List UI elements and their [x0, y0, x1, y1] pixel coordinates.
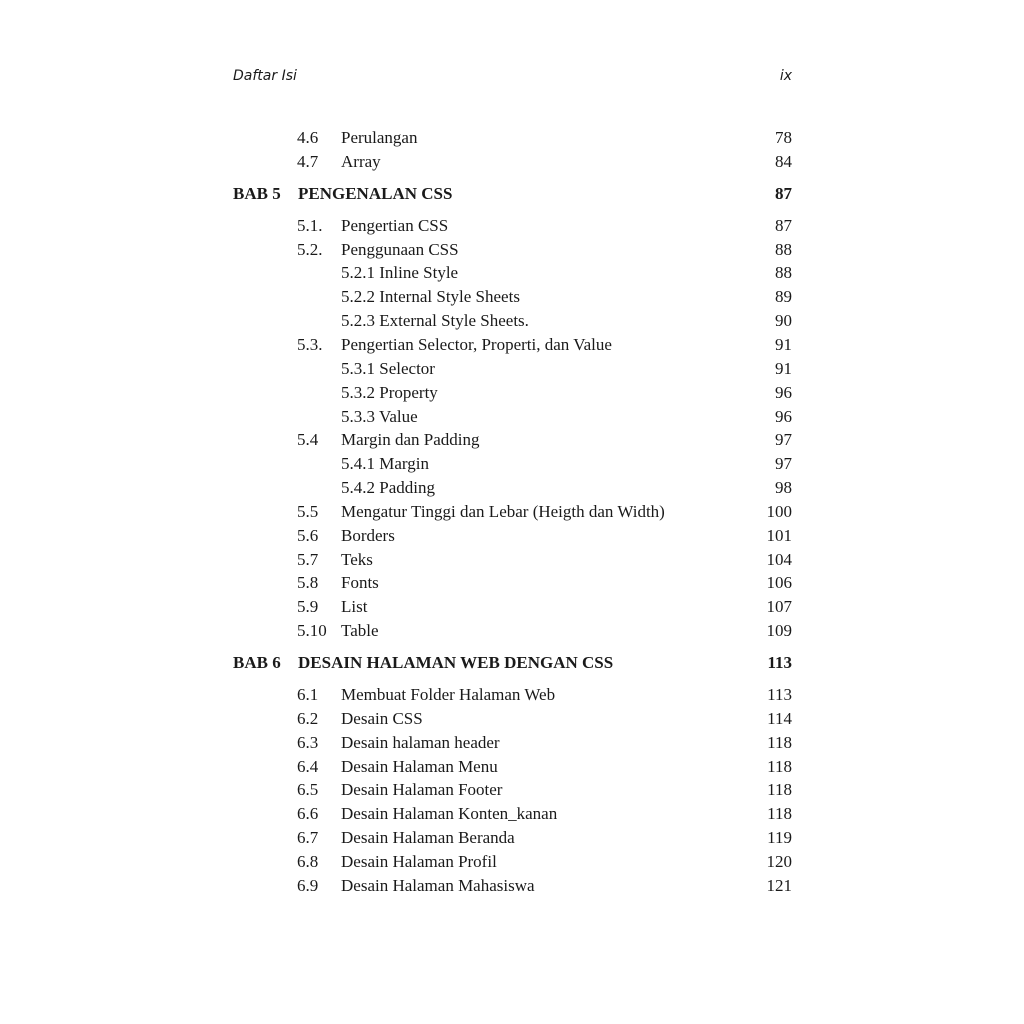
toc-entry — [0, 683, 1024, 707]
toc-entry-title: 5.2.3 External Style Sheets. — [341, 311, 529, 331]
toc-entry-number: 6.2 — [297, 708, 319, 728]
toc-entry-title: Desain Halaman Profil — [341, 851, 497, 871]
toc-entry-title: Array — [341, 151, 381, 171]
toc-entry — [0, 309, 1024, 333]
toc-entry-title: Teks — [341, 549, 373, 569]
toc-entry — [0, 571, 1024, 595]
toc-entry-number: 6.8 — [297, 851, 319, 871]
toc-entry — [0, 524, 1024, 548]
toc-entry — [0, 707, 1024, 731]
toc-entry-number: 6.3 — [297, 732, 319, 752]
toc-entry-page: 84 — [775, 151, 792, 171]
toc-entry — [0, 285, 1024, 309]
toc-entry-title: Mengatur Tinggi dan Lebar (Heigth dan Width) — [341, 501, 665, 521]
toc-entry-title: PENGENALAN CSS — [298, 183, 453, 203]
toc-entry-title: 5.3.3 Value — [341, 406, 418, 426]
toc-entry — [0, 778, 1024, 802]
toc-entry-page: 91 — [775, 358, 792, 378]
toc-entry-page: 91 — [775, 334, 792, 354]
toc-entry-page: 106 — [766, 573, 792, 593]
toc-entry — [0, 405, 1024, 429]
toc-entry-number: 5.9 — [297, 597, 319, 617]
toc-entry-number: 5.2. — [297, 239, 323, 259]
toc-entry-number: 4.7 — [297, 151, 319, 171]
toc-entry — [0, 755, 1024, 779]
toc-entry-title: Desain Halaman Footer — [341, 780, 503, 800]
toc-entry-page: 78 — [775, 128, 792, 147]
toc-entry-number: 6.5 — [297, 780, 319, 800]
toc-entry — [0, 595, 1024, 619]
toc-entry-page: 109 — [766, 621, 792, 641]
toc-entry-page: 88 — [775, 263, 792, 283]
toc-entry — [0, 428, 1024, 452]
toc-entry-page: 119 — [767, 828, 792, 848]
toc-entry-page: 87 — [775, 183, 792, 203]
toc-entry-title: Table — [341, 621, 379, 641]
toc-entry-page: 101 — [766, 525, 792, 545]
toc-entry — [0, 150, 1024, 174]
toc-entry-page: 97 — [775, 430, 792, 450]
toc-entry-page: 104 — [766, 549, 792, 569]
toc-entry-page: 118 — [767, 804, 792, 824]
toc-entry-page: 96 — [775, 382, 792, 402]
toc-entry-title: Desain Halaman Mahasiswa — [341, 875, 535, 895]
toc-entry-number: BAB 6 — [233, 653, 281, 672]
toc-entry — [0, 452, 1024, 476]
toc-entry-page: 114 — [767, 708, 792, 728]
toc-entry — [0, 126, 1024, 150]
toc-entry — [0, 214, 1024, 238]
toc-entry-number: 5.7 — [297, 549, 319, 569]
toc-entry — [0, 731, 1024, 755]
toc-entry-number: 6.9 — [297, 875, 319, 895]
toc-entry-page: 90 — [775, 311, 792, 331]
toc-entry — [0, 261, 1024, 285]
running-header-page-number: ix — [779, 68, 792, 84]
toc-entry-page: 87 — [775, 215, 792, 235]
toc-entry-title: Desain Halaman Menu — [341, 756, 498, 776]
running-header-title: Daftar Isi — [233, 68, 297, 84]
toc-entry-title: 5.4.2 Padding — [341, 478, 435, 498]
toc-entry — [0, 333, 1024, 357]
toc-entry-title: Membuat Folder Halaman Web — [341, 685, 556, 704]
toc-entry-title: Borders — [341, 525, 395, 545]
toc-entry-title: Desain Halaman Beranda — [341, 828, 515, 848]
toc-entry — [0, 357, 1024, 381]
toc-chapter-entry — [0, 651, 1024, 675]
toc-entry-number: BAB 5 — [233, 183, 281, 203]
toc-entry-title: Fonts — [341, 573, 379, 593]
toc-entry-title: Perulangan — [341, 128, 418, 147]
toc-entry-title: 5.3.1 Selector — [341, 358, 435, 378]
toc-entry-number: 5.3. — [297, 334, 323, 354]
toc-entry-title: Penggunaan CSS — [341, 239, 459, 259]
toc-entry — [0, 548, 1024, 572]
toc-entry — [0, 850, 1024, 874]
toc-entry-page: 96 — [775, 406, 792, 426]
toc-entry-title: DESAIN HALAMAN WEB DENGAN CSS — [298, 653, 614, 672]
toc-entry-page: 118 — [767, 780, 792, 800]
toc-entry — [0, 381, 1024, 405]
toc-entry-number: 6.4 — [297, 756, 319, 776]
toc-entry — [0, 826, 1024, 850]
toc-entry-number: 6.7 — [297, 828, 319, 848]
toc-entry-title: 5.3.2 Property — [341, 382, 438, 402]
toc-entry-title: Desain halaman header — [341, 732, 500, 752]
toc-entry-title: 5.2.2 Internal Style Sheets — [341, 287, 520, 307]
toc-entry-number: 6.1 — [297, 685, 319, 704]
toc-entry — [0, 238, 1024, 262]
toc-entry-title: List — [341, 597, 368, 617]
toc-entry-page: 89 — [775, 287, 792, 307]
toc-entry-number: 5.5 — [297, 501, 319, 521]
toc-entry-number: 4.6 — [297, 128, 319, 147]
toc-entry-page: 98 — [775, 478, 792, 498]
toc-entry-page: 118 — [767, 732, 792, 752]
toc-entry-page: 121 — [766, 875, 792, 895]
toc-entry-title: Margin dan Padding — [341, 430, 480, 450]
toc-entry-title: Desain CSS — [341, 708, 423, 728]
toc-entry-title: 5.2.1 Inline Style — [341, 263, 459, 283]
toc-entry-page: 100 — [766, 501, 792, 521]
toc-entry — [0, 874, 1024, 898]
toc-entry-title: Desain Halaman Konten_kanan — [341, 804, 558, 824]
toc-entry-page: 113 — [767, 685, 792, 704]
toc-entry — [0, 802, 1024, 826]
toc-entry-page: 107 — [766, 597, 792, 617]
toc-entry-title: Pengertian CSS — [341, 215, 449, 235]
toc-entry — [0, 476, 1024, 500]
toc-entry-number: 5.1. — [297, 215, 323, 235]
toc-entry-page: 118 — [767, 756, 792, 776]
toc-entry-number: 5.4 — [297, 430, 319, 450]
toc-entry-number: 5.8 — [297, 573, 319, 593]
toc-entry-title: 5.4.1 Margin — [341, 454, 429, 474]
toc-entry-page: 97 — [775, 454, 792, 474]
toc-entry-number: 5.10 — [297, 621, 327, 641]
toc-entry-page: 120 — [766, 851, 792, 871]
toc-entry-number: 6.6 — [297, 804, 319, 824]
toc-chapter-entry — [0, 182, 1024, 206]
toc-entry-title: Pengertian Selector, Properti, dan Value — [341, 334, 612, 354]
toc-entry-page: 113 — [767, 653, 792, 672]
toc-entry — [0, 500, 1024, 524]
toc-entry-number: 5.6 — [297, 525, 319, 545]
toc-entry — [0, 619, 1024, 643]
toc-entry-page: 88 — [775, 239, 792, 259]
